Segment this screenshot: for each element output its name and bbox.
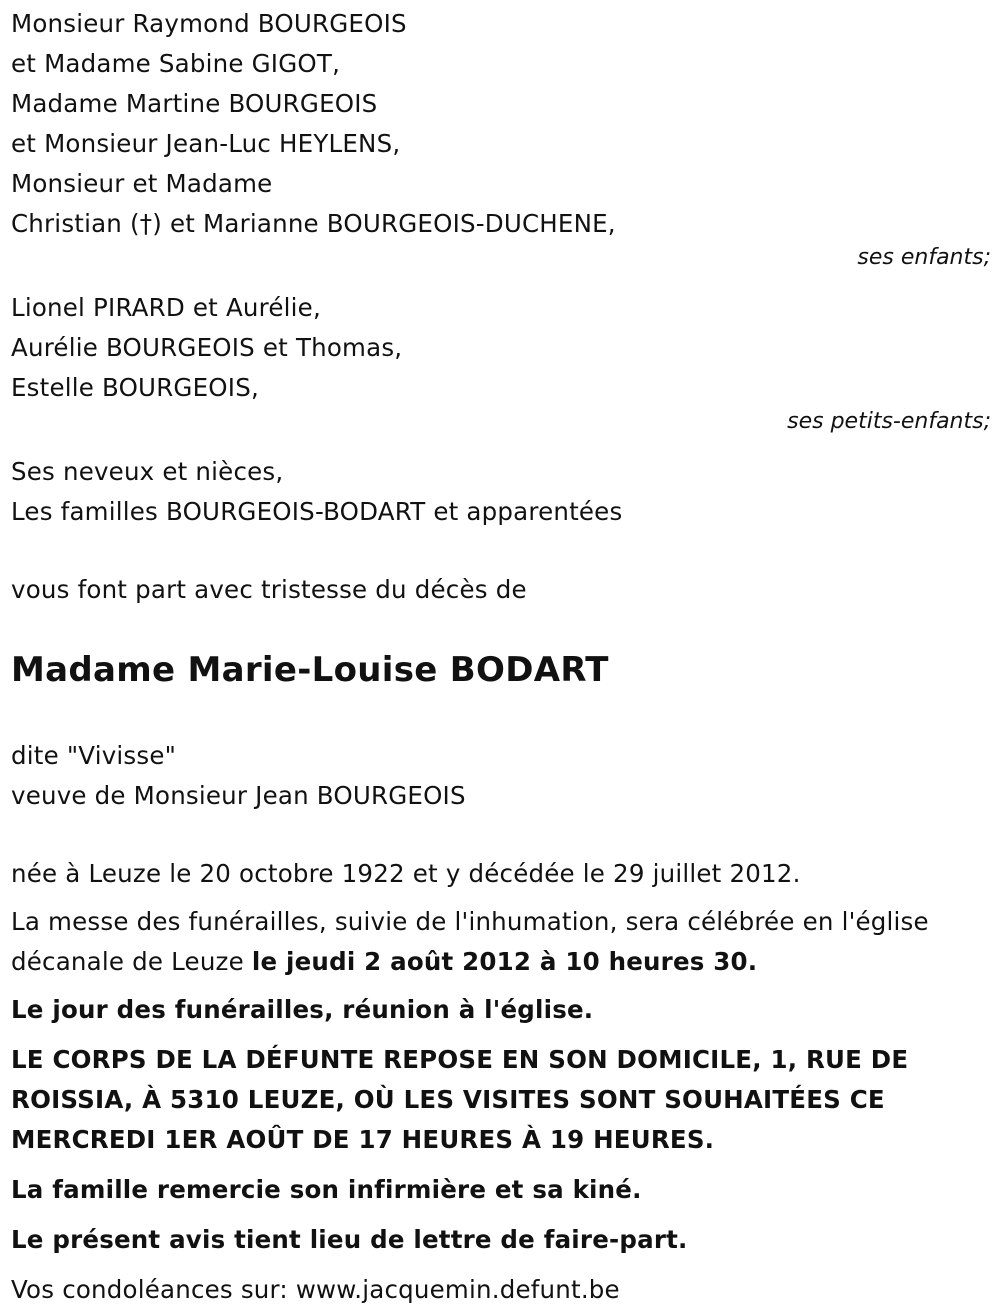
grandchildren-line: Estelle BOURGEOIS, <box>11 373 259 402</box>
grandchildren-block <box>11 288 991 434</box>
deceased-name: Madame Marie-Louise BODART <box>11 650 609 690</box>
children-line: Monsieur et Madame <box>11 169 273 198</box>
notice-text: Le présent avis tient lieu de lettre de faire-part. <box>11 1225 688 1254</box>
grandchildren-line: Lionel PIRARD et Aurélie, <box>11 293 321 322</box>
widow-of-text: veuve de Monsieur Jean BOURGEOIS <box>11 781 466 810</box>
children-block <box>11 4 991 270</box>
birth-death-text: née à Leuze le 20 octobre 1922 et y décédée le 29 juillet 2012. <box>11 859 801 888</box>
condolences-text: Vos condoléances sur: www.jacquemin.defunt.be <box>11 1275 620 1304</box>
children-line: et Madame Sabine GIGOT, <box>11 49 341 78</box>
meeting-text: Le jour des funérailles, réunion à l'église. <box>11 995 594 1024</box>
children-label: ses enfants; <box>857 245 991 270</box>
children-line: Monsieur Raymond BOURGEOIS <box>11 9 407 38</box>
nickname-text: dite "Vivisse" <box>11 741 177 770</box>
children-line: et Monsieur Jean-Luc HEYLENS, <box>11 129 401 158</box>
children-line: Christian (†) et Marianne BOURGEOIS-DUCHENE, <box>11 209 616 238</box>
mass-text: La messe des funérailles, suivie de l'inhumation, sera célébrée en l'église décanale de Leuze <box>11 907 929 976</box>
announcement-text: vous font part avec tristesse du décès de <box>11 575 527 604</box>
grandchildren-label: ses petits-enfants; <box>787 409 991 434</box>
grandchildren-line: Aurélie BOURGEOIS et Thomas, <box>11 333 403 362</box>
obituary-notice <box>11 4 991 1310</box>
body-rest-text: LE CORPS DE LA DÉFUNTE REPOSE EN SON DOMICILE, 1, RUE DE ROISSIA, À 5310 LEUZE, OÙ LES VISITES SONT SOUHAITÉES CE MERCREDI 1ER AOÛT DE 17 HEURES À 19 HEURES. <box>11 1045 909 1154</box>
family-line: Les familles BOURGEOIS-BODART et apparentées <box>11 497 623 526</box>
mass-date: le jeudi 2 août 2012 à 10 heures 30. <box>251 947 758 976</box>
children-line: Madame Martine BOURGEOIS <box>11 89 378 118</box>
family-line: Ses neveux et nièces, <box>11 457 284 486</box>
family-block <box>11 452 991 532</box>
thanks-text: La famille remercie son infirmière et sa kiné. <box>11 1175 642 1204</box>
deceased-details <box>11 736 991 816</box>
funeral-mass-paragraph <box>11 902 991 982</box>
